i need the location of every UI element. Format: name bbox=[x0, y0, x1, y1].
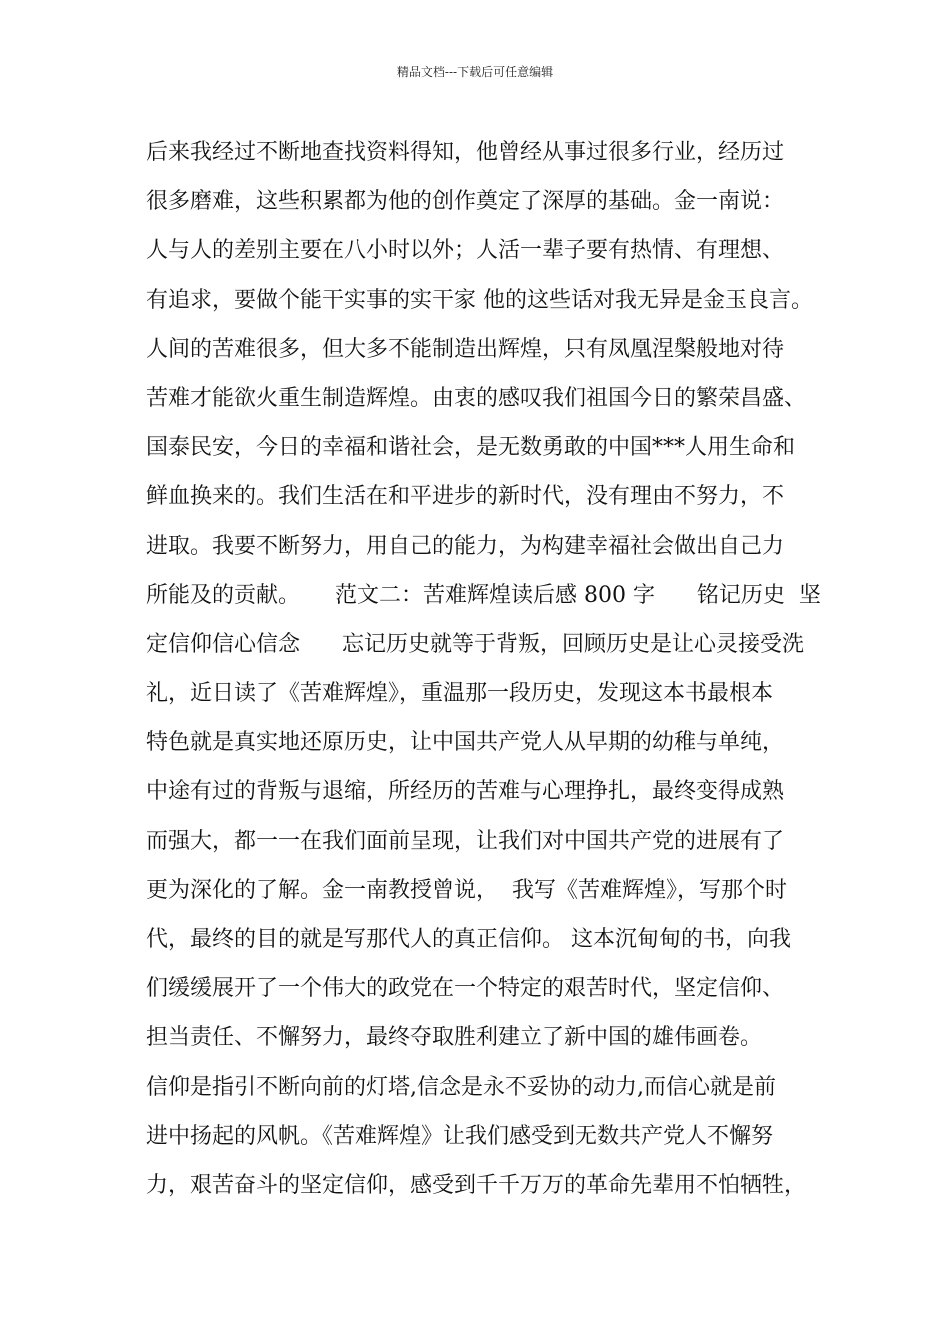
text-line: 特色就是真实地还原历史，让中国共产党人从早期的幼稚与单纯， bbox=[146, 730, 785, 756]
text-line: 进中扬起的风帆。《苦难辉煌》让我们感受到无数共产党人不懈努 bbox=[146, 1123, 774, 1149]
text-line: 国泰民安，今日的幸福和谐社会，是无数勇敢的中国***人用生命和 bbox=[146, 435, 796, 461]
text-line: 有追求，要做个能干实事的实干家 他的这些话对我无异是金玉良言。 bbox=[146, 287, 813, 313]
text-line: 人与人的差别主要在八小时以外；人活一辈子要有热情、有理想、 bbox=[146, 238, 785, 264]
text-line: 更为深化的了解。金一南教授曾说， 我写《苦难辉煌》，写那个时 bbox=[146, 877, 787, 903]
text-line: 而强大，都一一在我们面前呈现，让我们对中国共产党的进展有了 bbox=[146, 828, 785, 854]
text-line: 担当责任、不懈努力，最终夺取胜利建立了新中国的雄伟画卷。 bbox=[146, 1025, 763, 1051]
text-line: 人间的苦难很多，但大多不能制造出辉煌，只有凤凰涅槃般地对待 bbox=[146, 336, 785, 362]
text-line: 很多磨难，这些积累都为他的创作奠定了深厚的基础。金一南说： bbox=[146, 189, 785, 215]
text-line: 代，最终的目的就是写那代人的真正信仰。 这本沉甸甸的书，向我 bbox=[146, 927, 791, 952]
text-line: 礼，近日读了《苦难辉煌》，重温那一段历史，发现这本书最根本 bbox=[146, 681, 774, 707]
text-line: 力，艰苦奋斗的坚定信仰，感受到千千万万的革命先辈用不怕牺牲， bbox=[146, 1172, 807, 1198]
text-line: 信仰是指引不断向前的灯塔,信念是永不妥协的动力,而信心就是前 bbox=[146, 1074, 776, 1100]
text-line: 所能及的贡献。 范文二：苦难辉煌读后感 800 字 铭记历史 坚 bbox=[146, 582, 821, 608]
text-line: 进取。我要不断努力，用自己的能力，为构建幸福社会做出自己力 bbox=[146, 533, 785, 559]
text-line: 定信仰信心信念 忘记历史就等于背叛，回顾历史是让心灵接受洗 bbox=[146, 631, 804, 657]
document-body bbox=[146, 128, 846, 1210]
text-line: 中途有过的背叛与退缩，所经历的苦难与心理挣扎，最终变得成熟 bbox=[146, 779, 785, 805]
text-line: 们缓缓展开了一个伟大的政党在一个特定的艰苦时代，坚定信仰、 bbox=[146, 976, 785, 1002]
text-line: 苦难才能欲火重生制造辉煌。由衷的感叹我们祖国今日的繁荣昌盛、 bbox=[146, 385, 807, 411]
page-header: 精品文档---下载后可任意编辑 bbox=[396, 65, 554, 79]
text-line: 后来我经过不断地查找资料得知，他曾经从事过很多行业，经历过 bbox=[146, 140, 785, 165]
text-line: 鲜血换来的。我们生活在和平进步的新时代，没有理由不努力，不 bbox=[146, 484, 785, 510]
